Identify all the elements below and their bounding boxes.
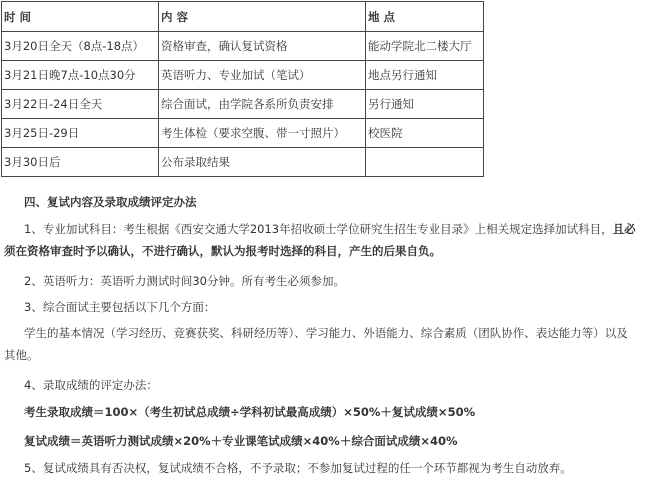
cell-location: 能动学院北二楼大厅 (366, 32, 484, 61)
cell-content: 考生体检（要求空腹、带一寸照片） (159, 119, 366, 148)
header-content: 内 容 (159, 2, 366, 32)
cell-time: 3月21日晚7点-10点30分 (2, 61, 159, 90)
item1-bold-text: 且必须在资格审查时予以确认，不进行确认，默认为报考时选择的科目，产生的后果自负。 (4, 222, 636, 258)
table-row (2, 61, 484, 90)
schedule-table (1, 1, 484, 177)
cell-time: 3月25日-29日 (2, 119, 159, 148)
cell-content: 资格审查，确认复试资格 (159, 32, 366, 61)
table-header-row (2, 2, 484, 32)
formula-admission-score: 考生录取成绩＝100×（考生初试总成绩÷学科初试最高成绩）×50%＋复试成绩×50% (24, 405, 476, 419)
cell-content: 英语听力、专业加试（笔试） (159, 61, 366, 90)
cell-location (366, 148, 484, 177)
table-row (2, 148, 484, 177)
cell-location: 校医院 (366, 119, 484, 148)
table-row (2, 32, 484, 61)
item1-text: 1、专业加试科目：考生根据《西安交通大学2013年招收硕士学位研究生招生专业目录》上相关规定选择加试科目， (24, 222, 613, 236)
cell-content: 综合面试，由学院各系所负责安排 (159, 90, 366, 119)
item3-detail: 学生的基本情况（学习经历、竞赛获奖、科研经历等）、学习能力、外语能力、综合素质（团队协作、表达能力等）以及其他。 (4, 326, 628, 362)
cell-content: 公布录取结果 (159, 148, 366, 177)
item2-paragraph: 2、英语听力：英语听力测试时间30分钟。所有考生必须参加。 (24, 274, 345, 288)
cell-time: 3月20日全天（8点-18点） (2, 32, 159, 61)
section-title: 四、复试内容及录取成绩评定办法 (24, 195, 197, 209)
cell-location: 地点另行通知 (366, 61, 484, 90)
cell-time: 3月22日-24日全天 (2, 90, 159, 119)
item1-paragraph (4, 218, 646, 262)
table-row (2, 119, 484, 148)
item4-paragraph: 4、录取成绩的评定办法： (24, 378, 158, 392)
formula-retest-score: 复试成绩＝英语听力测试成绩×20%＋专业课笔试成绩×40%＋综合面试成绩×40% (24, 434, 458, 448)
item3-paragraph: 3、综合面试主要包括以下几个方面： (24, 300, 216, 314)
cell-time: 3月30日后 (2, 148, 159, 177)
header-time: 时 间 (2, 2, 159, 32)
header-location: 地 点 (366, 2, 484, 32)
item5-paragraph: 5、复试成绩具有否决权，复试成绩不合格，不予录取；不参加复试过程的任一个环节都视为考生自动放弃。 (24, 461, 572, 475)
table-row (2, 90, 484, 119)
cell-location: 另行通知 (366, 90, 484, 119)
